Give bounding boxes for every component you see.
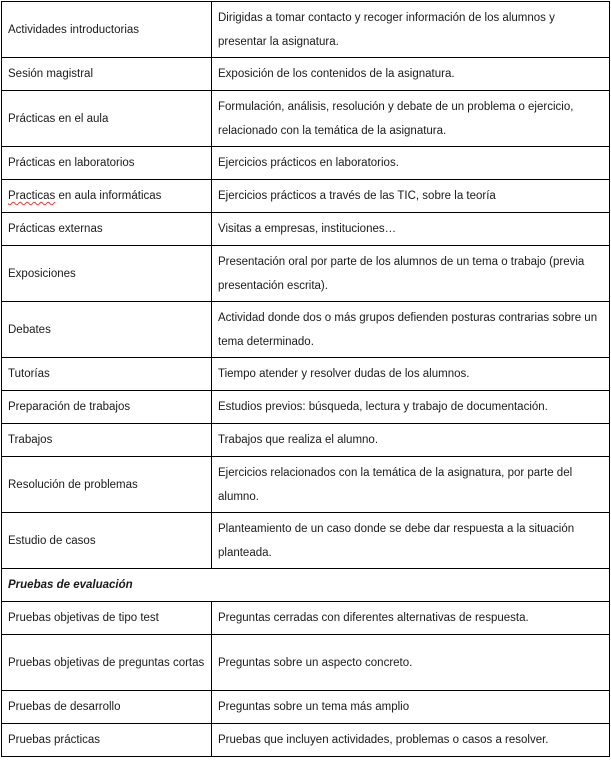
table-row — [2, 513, 610, 569]
description-cell: Planteamiento de un caso donde se debe dar respuesta a la situación planteada. — [212, 513, 610, 569]
table-row — [2, 58, 610, 91]
table-row — [2, 391, 610, 424]
table-row — [2, 91, 610, 147]
table-row — [2, 635, 610, 691]
description-cell: Dirigidas a tomar contacto y recoger información de los alumnos y presentar la asignatura. — [212, 2, 610, 58]
table-row — [2, 724, 610, 757]
table-row — [2, 602, 610, 635]
description-cell: Ejercicios prácticos a través de las TIC, sobre la teoría — [212, 180, 610, 213]
description-cell: Presentación oral por parte de los alumnos de un tema o trabajo (previa presentación escrita). — [212, 246, 610, 302]
description-cell: Estudios previos: búsqueda, lectura y trabajo de documentación. — [212, 391, 610, 424]
activity-cell: Pruebas objetivas de tipo test — [2, 602, 212, 635]
activity-cell: Sesión magistral — [2, 58, 212, 91]
activity-cell: Estudio de casos — [2, 513, 212, 569]
section-title: Pruebas de evaluación — [2, 569, 610, 602]
description-cell: Trabajos que realiza el alumno. — [212, 424, 610, 457]
section-header-row — [2, 569, 610, 602]
table-row — [2, 213, 610, 246]
description-cell: Tiempo atender y resolver dudas de los alumnos. — [212, 358, 610, 391]
activity-cell — [2, 180, 212, 213]
activity-cell: Prácticas en laboratorios — [2, 147, 212, 180]
table-row — [2, 691, 610, 724]
table-row — [2, 358, 610, 391]
description-cell: Visitas a empresas, instituciones… — [212, 213, 610, 246]
table-row — [2, 302, 610, 358]
table-row — [2, 457, 610, 513]
description-cell: Formulación, análisis, resolución y debate de un problema o ejercicio, relacionado con la temática de la asignatura. — [212, 91, 610, 147]
description-cell: Preguntas sobre un aspecto concreto. — [212, 635, 610, 691]
activity-cell: Trabajos — [2, 424, 212, 457]
table-row — [2, 180, 610, 213]
table-row — [2, 246, 610, 302]
description-cell: Preguntas sobre un tema más amplio — [212, 691, 610, 724]
description-cell: Pruebas que incluyen actividades, problemas o casos a resolver. — [212, 724, 610, 757]
activity-cell: Pruebas objetivas de preguntas cortas — [2, 635, 212, 691]
methodology-table — [1, 1, 610, 757]
activity-text: en aula informáticas — [55, 190, 162, 202]
activity-cell: Exposiciones — [2, 246, 212, 302]
spellcheck-word: Practicas — [8, 190, 56, 202]
activity-cell: Debates — [2, 302, 212, 358]
activity-cell: Prácticas externas — [2, 213, 212, 246]
activity-cell: Actividades introductorias — [2, 2, 212, 58]
activity-cell: Pruebas de desarrollo — [2, 691, 212, 724]
description-cell: Ejercicios relacionados con la temática de la asignatura, por parte del alumno. — [212, 457, 610, 513]
table-row — [2, 424, 610, 457]
activity-cell: Preparación de trabajos — [2, 391, 212, 424]
description-cell: Exposición de los contenidos de la asignatura. — [212, 58, 610, 91]
table-row — [2, 147, 610, 180]
description-cell: Ejercicios prácticos en laboratorios. — [212, 147, 610, 180]
activity-cell: Prácticas en el aula — [2, 91, 212, 147]
activity-cell: Pruebas prácticas — [2, 724, 212, 757]
description-cell: Preguntas cerradas con diferentes alternativas de respuesta. — [212, 602, 610, 635]
activity-cell: Tutorías — [2, 358, 212, 391]
activity-cell: Resolución de problemas — [2, 457, 212, 513]
description-cell: Actividad donde dos o más grupos defienden posturas contrarias sobre un tema determinado. — [212, 302, 610, 358]
table-row — [2, 2, 610, 58]
